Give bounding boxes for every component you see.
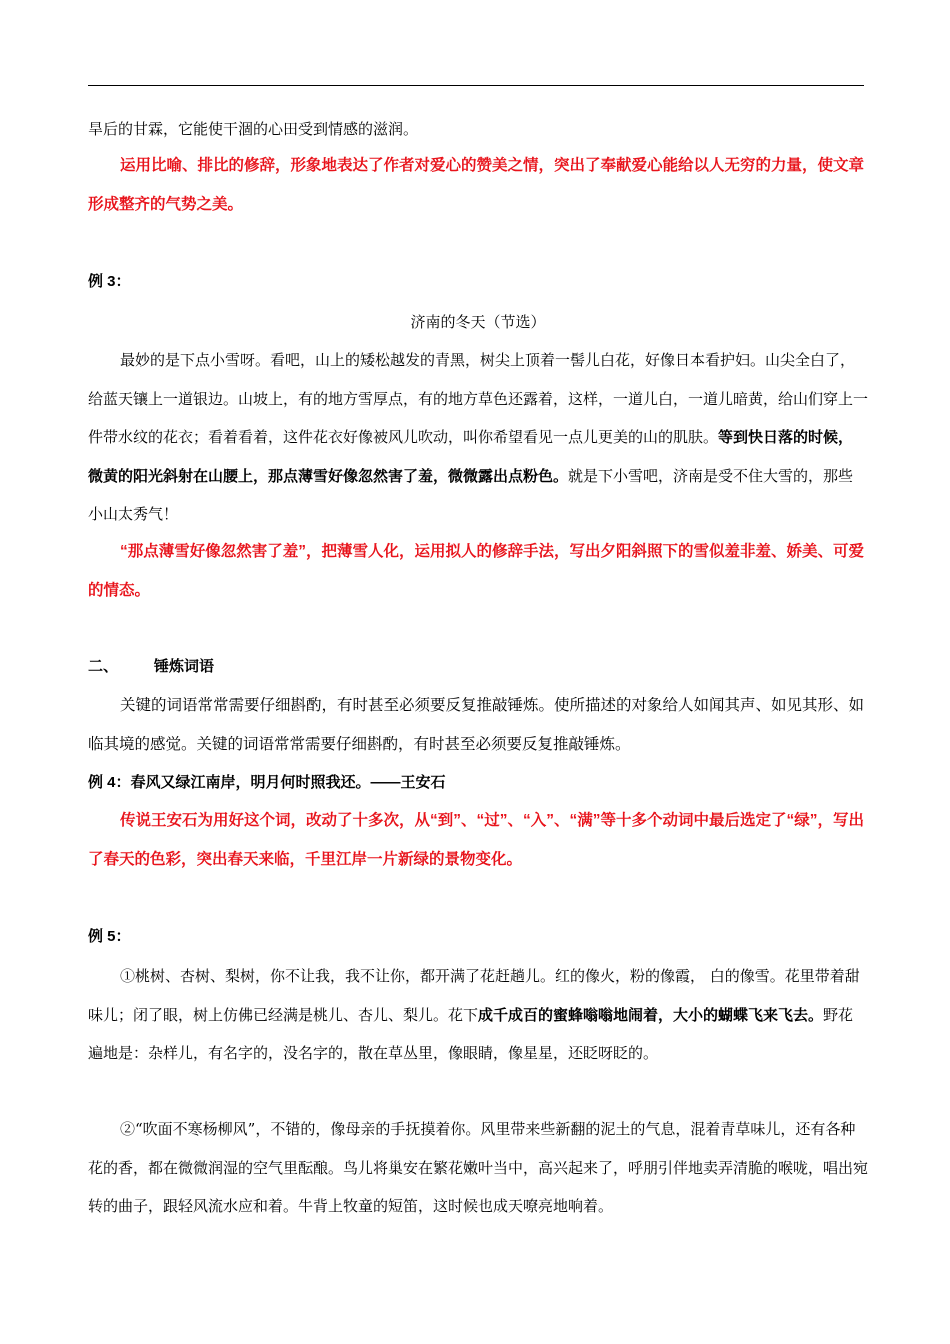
example-5-p1-b: 野花遍地是：杂样儿，有名字的，没名字的，散在草丛里，像眼睛，像星星，还眨呀眨的。 [88, 1005, 854, 1062]
example-3-title: 济南的冬天（节选） [410, 313, 546, 331]
example-3-label: 例 3： [88, 273, 131, 290]
example-5-p1-a: ①桃树、杏树、梨树，你不让我，我不让你，都开满了花赶趟儿。红的像火，粉的像霞， 白的像雪。花里带着甜味儿；闭了眼，树上仿佛已经满是桃儿、杏儿、梨儿。花下 [88, 967, 860, 1024]
example-5-label: 例 5： [88, 928, 131, 945]
example-3-text [88, 341, 868, 534]
section-2-heading [88, 648, 868, 687]
example-3-text-a: 最妙的是下点小雪呀。看吧，山上的矮松越发的青黑，树尖上顶着一髻儿白花，好像日本看护妇。山尖全白了，给蓝天镶上一道银边。山坡上，有的地方雪厚点，有的地方草色还露着，这样，一道儿白，一道儿暗黄，给山们穿上一件带水纹的花衣；看着看着，这件花衣好像被风儿吹动，叫你希望看见一点儿更美的山的肌肤。 [88, 351, 869, 446]
example-4-analysis: 传说王安石为用好这个词，改动了十多次，从“到”、“过”、“入”、“满”等十多个动词中最后选定了“绿”，写出了春天的色彩，突出春天来临，千里江岸一片新绿的景物变化。 [88, 812, 865, 868]
example-5-p1-bold: 成千成百的蜜蜂嗡嗡地闹着，大小的蝴蝶飞来飞去。 [478, 1005, 824, 1024]
section-2-description: 关键的词语常常需要仔细斟酌，有时甚至必须要反复推敲锤炼。使所描述的对象给人如闻其声、如见其形、如临其境的感觉。关键的词语常常需要仔细斟酌，有时甚至必须要反复推敲锤炼。 [88, 697, 865, 753]
analysis-1: 运用比喻、排比的修辞，形象地表达了作者对爱心的赞美之情，突出了奉献爱心能给以人无穷的力量，使文章形成整齐的气势之美。 [88, 157, 865, 213]
example-3-analysis: “那点薄雪好像忽然害了羞”，把薄雪人化，运用拟人的修辞手法，写出夕阳斜照下的雪似羞非羞、娇美、可爱的情态。 [88, 543, 865, 599]
example-3-text-b: 就是下小雪吧，济南是受不住大雪的，那些小山太秀气！ [88, 466, 854, 523]
section-2-title: 锤炼词语 [154, 658, 215, 675]
example-5-paragraph-2: ②“吹面不寒杨柳风”，不错的，像母亲的手抚摸着你。风里带来些新翻的泥土的气息，混着青草味儿，还有各种花的香，都在微微润湿的空气里酝酿。鸟儿将巢安在繁花嫩叶当中，高兴起来了，呼朋引伴地卖弄清脆的喉咙，唱出宛转的曲子，跟轻风流水应和着。牛背上牧童的短笛，这时候也成天嘹亮地响着。 [88, 1120, 869, 1215]
header-rule [88, 85, 864, 86]
example-4-line: 例 4：春风又绿江南岸，明月何时照我还。——王安石 [88, 774, 446, 791]
section-2-number: 二、 [88, 658, 119, 675]
example-3-text-bold: 等到快日落的时候，微黄的阳光斜射在山腰上，那点薄雪好像忽然害了羞，微微露出点粉色。 [88, 428, 854, 485]
example-5-paragraph-1 [88, 957, 868, 1073]
paragraph-continuation: 旱后的甘霖，它能使干涸的心田受到情感的滋润。 [88, 120, 419, 138]
